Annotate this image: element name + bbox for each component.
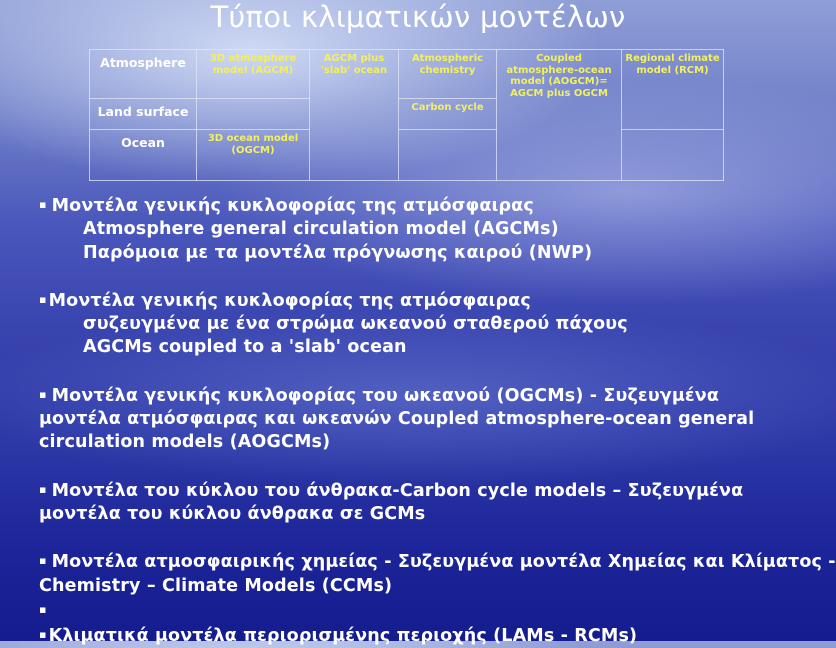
row-header-atmosphere: Atmosphere <box>90 50 197 99</box>
bullet-text: συζευγμένα με ένα στρώμα ωκεανού σταθερού πάχους <box>83 314 628 335</box>
climate-model-table <box>89 49 724 181</box>
bullet-list <box>39 193 836 648</box>
cell-empty-land <box>197 99 310 130</box>
bullet-marker: ▪ <box>39 387 47 401</box>
bullet-text: Μοντέλα γενικής κυκλοφορίας της ατμόσφαιρας <box>48 290 531 311</box>
cell-empty-ocean-rcm <box>622 130 724 181</box>
bullet-text: Παρόμοια με τα μοντέλα πρόγνωσης καιρού (NWP) <box>83 242 593 263</box>
bullet-agcm <box>39 193 829 265</box>
cell-agcm: 3D atmosphere model (AGCM) <box>197 50 310 99</box>
cell-rcm: Regional climate model (RCM) <box>622 50 724 130</box>
bullet-text: AGCMs coupled to a 'slab' ocean <box>83 337 407 358</box>
cell-agcm-slab-ocean: AGCM plus 'slab' ocean <box>310 50 399 181</box>
bullet-text: Μοντέλα ατμοσφαιρικής χημείας - Συζευγμένα μοντέλα Χημείας και Κλίματος - <box>51 552 836 573</box>
bullet-rcm <box>39 623 829 648</box>
cell-empty-ocean-chem <box>399 130 497 181</box>
bullet-text: Μοντέλα γενικής κυκλοφορίας του ωκεανού (OGCMs) - Συζευγμένα <box>51 385 720 406</box>
cell-aogcm: Coupled atmosphere-ocean model (AOGCM)= AGCM plus OGCM <box>497 50 622 181</box>
bullet-text: Μοντέλα του κύκλου του άνθρακα-Carbon cycle models – Συζευγμένα <box>51 480 744 501</box>
cell-carbon-cycle: Carbon cycle <box>399 99 497 130</box>
bullet-text: μοντέλα του κύκλου άνθρακα σε GCMs <box>39 503 426 524</box>
bullet-marker: ▪ <box>39 628 47 642</box>
bullet-marker: ▪ <box>39 602 47 616</box>
bullet-marker: ▪ <box>39 198 47 211</box>
bullet-text: μοντέλα ατμόσφαιρας και ωκεανών Coupled atmosphere-ocean general <box>39 409 755 430</box>
bullet-marker: ▪ <box>39 292 47 306</box>
cell-atmospheric-chemistry: Atmospheric chemistry <box>399 50 497 99</box>
row-header-ocean: Ocean <box>90 130 197 181</box>
cell-ogcm: 3D ocean model (OGCM) <box>197 130 310 181</box>
bullet-text: circulation models (AOGCMs) <box>39 432 331 453</box>
bullet-chemistry <box>39 549 836 598</box>
bullet-text: Chemistry – Climate Models (CCMs) <box>39 575 393 596</box>
bullet-carbon-cycle <box>39 478 829 527</box>
bullet-text: Μοντέλα γενικής κυκλοφορίας της ατμόσφαιρας <box>51 196 534 216</box>
bullet-empty <box>39 598 829 623</box>
row-header-land-surface: Land surface <box>90 99 197 130</box>
bullet-marker: ▪ <box>39 554 47 568</box>
bullet-text: Κλιματικά μοντέλα περιορισμένης περιοχής (LAMs - RCMs) <box>48 626 638 647</box>
bullet-ogcm <box>39 383 829 455</box>
bullet-text: Atmosphere general circulation model (AGCMs) <box>83 219 559 240</box>
bullet-marker: ▪ <box>39 482 47 496</box>
bullet-slab-ocean <box>39 288 829 360</box>
slide-title: Τύποι κλιματικών μοντέλων <box>210 0 626 34</box>
